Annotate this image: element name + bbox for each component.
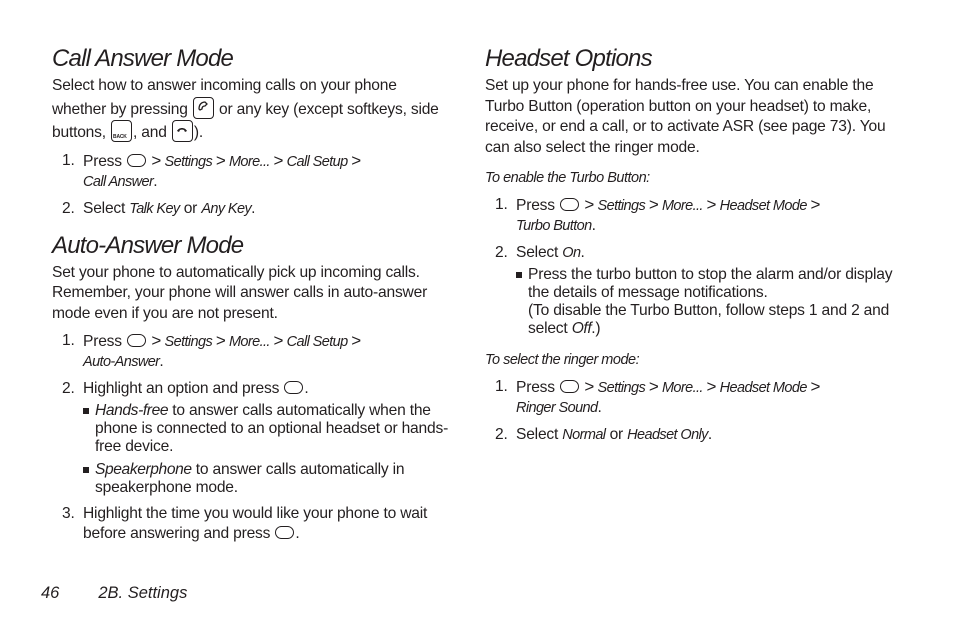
section-name: 2B. Settings [98, 584, 188, 602]
auto-answer-mode-section [52, 231, 462, 545]
back-key-icon: BACK [111, 120, 132, 142]
step-item: 1. Press > Settings > More... > Call Setup > Call Answer. [62, 150, 361, 190]
menu-ok-key-icon [127, 154, 146, 167]
menu-ok-key-icon [284, 381, 303, 394]
talk-key-icon [193, 97, 214, 119]
left-column [52, 44, 462, 544]
step-item: 3. Highlight the time you would like your phone to wait before answering and press . [62, 505, 428, 542]
page-footer [41, 584, 187, 603]
bullet-item: Hands-free to answer calls automatically when the phone is connected to an optional headset or hands-free device. [83, 402, 462, 456]
subheading: To enable the Turbo Button: [485, 170, 650, 186]
page-number: 46 [41, 584, 60, 602]
steps-list [485, 377, 895, 445]
bullet-list [83, 402, 462, 497]
section-title: Call Answer Mode [52, 45, 234, 72]
menu-ok-key-icon [127, 334, 146, 347]
call-answer-mode-section [52, 44, 462, 219]
menu-ok-key-icon [560, 380, 579, 393]
section-title: Auto-Answer Mode [52, 231, 244, 259]
section-intro: Select how to answer incoming calls on your phone whether by pressing or any key (except softkeys, side buttons, BACK , and ). [52, 77, 439, 141]
bullet-item: Press the turbo button to stop the alarm and/or display the details of message notifications. (To disable the Turbo Button, follow steps 1 and 2 and select Off.) [516, 266, 895, 338]
step-item: 2. Select Talk Key or Any Key. [62, 199, 256, 217]
step-item: 1. Press > Settings > More... > Headset Mode > Turbo Button. [495, 195, 821, 234]
step-item: 1. Press > Settings > More... > Headset Mode > Ringer Sound. [495, 377, 821, 416]
menu-ok-key-icon [560, 198, 579, 211]
section-intro: Set up your phone for hands-free use. You can enable the Turbo Button (operation button on your headset) to make, receive, or end a call, or to activate ASR (see page 73). You can also select the ringer mode. [485, 77, 886, 156]
end-key-icon [172, 120, 193, 142]
headset-options-section [485, 44, 895, 445]
subheading: To select the ringer mode: [485, 352, 640, 368]
right-column [485, 44, 895, 445]
bullet-item: Speakerphone to answer calls automatically in speakerphone mode. [83, 461, 462, 497]
step-item: 2. Select Normal or Headset Only. [495, 426, 712, 443]
menu-ok-key-icon [275, 526, 294, 539]
steps-list [52, 151, 462, 219]
section-title: Headset Options [485, 45, 652, 72]
step-item: 1. Press > Settings > More... > Call Setup > Auto-Answer. [62, 331, 361, 370]
step-item: 2. Highlight an option and press . Hands-free to answer calls automatically when the phone is connected to an optional headset or hands-free device. Speakerphone to answer calls automatically in speakerphone mode. [52, 379, 462, 497]
step-item: 2. Select On. Press the turbo button to stop the alarm and/or display the details of message notifications. (To disable the Turbo Button, follow steps 1 and 2 and select Off.) [485, 243, 895, 338]
steps-list [485, 195, 895, 338]
bullet-list [516, 266, 895, 338]
section-intro: Set your phone to automatically pick up incoming calls. Remember, your phone will answer calls in auto-answer mode even if you are not present. [52, 263, 428, 322]
steps-list [52, 331, 462, 544]
